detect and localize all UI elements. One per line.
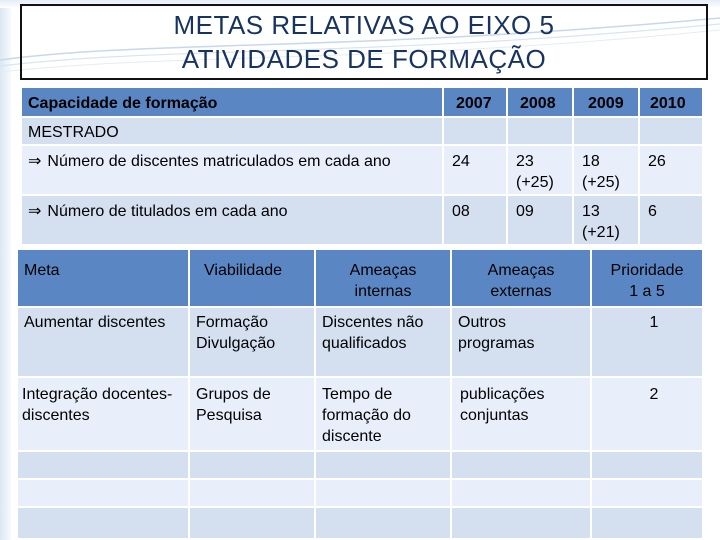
year-header-2009: 2009: [574, 88, 640, 118]
empty-cell: [592, 452, 704, 480]
titulados-2007: 08: [444, 196, 508, 246]
empty-cell: [452, 480, 592, 508]
section-empty-2009: [574, 118, 640, 146]
row2-prioridade: 2: [592, 378, 704, 452]
row1-ameacas-externas: Outros programas: [452, 308, 592, 378]
header-ameacas-externas: Ameaças externas: [452, 250, 592, 308]
row1-ameacas-internas: Discentes não qualificados: [316, 308, 452, 378]
section-empty-2010: [640, 118, 704, 146]
header-ameacas-internas: Ameaças internas: [316, 250, 452, 308]
empty-cell: [452, 508, 592, 540]
header-viabilidade: Viabilidade: [190, 250, 316, 308]
header-prioridade: Prioridade 1 a 5: [592, 250, 704, 308]
empty-cell: [18, 508, 190, 540]
row-titulados-label: [22, 196, 444, 246]
matriculados-2007: 24: [444, 146, 508, 196]
slide-title: [20, 8, 708, 76]
empty-cell: [452, 452, 592, 480]
row2-viabilidade: Grupos de Pesquisa: [190, 378, 316, 452]
titulados-2009: 13 (+21): [574, 196, 640, 246]
row1-prioridade: 1: [592, 308, 704, 378]
section-mestrado: MESTRADO: [22, 118, 444, 146]
row1-meta: Aumentar discentes: [18, 308, 190, 378]
matriculados-2010: 26: [640, 146, 704, 196]
header-meta: Meta: [18, 250, 190, 308]
row-matriculados-label: [22, 146, 444, 196]
matriculados-2008: 23 (+25): [508, 146, 574, 196]
empty-cell: [190, 480, 316, 508]
implies-arrow-icon: ⇒: [28, 153, 42, 170]
year-header-2007: 2007: [444, 88, 508, 118]
empty-cell: [316, 452, 452, 480]
row2-meta: Integração docentes-discentes: [18, 378, 190, 452]
empty-cell: [18, 480, 190, 508]
row2-ameacas-externas: publicações conjuntas: [452, 378, 592, 452]
row2-ameacas-internas: Tempo de formação do discente: [316, 378, 452, 452]
matriculados-2009: 18 (+25): [574, 146, 640, 196]
titulados-2008: 09: [508, 196, 574, 246]
empty-cell: [592, 508, 704, 540]
implies-arrow-icon: ⇒: [28, 203, 42, 220]
year-header-2008: 2008: [508, 88, 574, 118]
title-line-2: ATIVIDADES DE FORMAÇÃO: [181, 44, 547, 74]
section-empty-2008: [508, 118, 574, 146]
empty-cell: [190, 508, 316, 540]
section-empty-2007: [444, 118, 508, 146]
empty-cell: [190, 452, 316, 480]
empty-cell: [316, 508, 452, 540]
title-line-1: METAS RELATIVAS AO EIXO 5: [173, 10, 555, 40]
row1-viabilidade: Formação Divulgação: [190, 308, 316, 378]
capacity-header-label: Capacidade de formação: [22, 88, 444, 118]
empty-cell: [18, 452, 190, 480]
row-label-text: Número de titulados em cada ano: [47, 203, 288, 220]
empty-cell: [592, 480, 704, 508]
titulados-2010: 6: [640, 196, 704, 246]
row-label-text: Número de discentes matriculados em cada ano: [47, 153, 391, 170]
empty-cell: [316, 480, 452, 508]
year-header-2010: 2010: [640, 88, 704, 118]
